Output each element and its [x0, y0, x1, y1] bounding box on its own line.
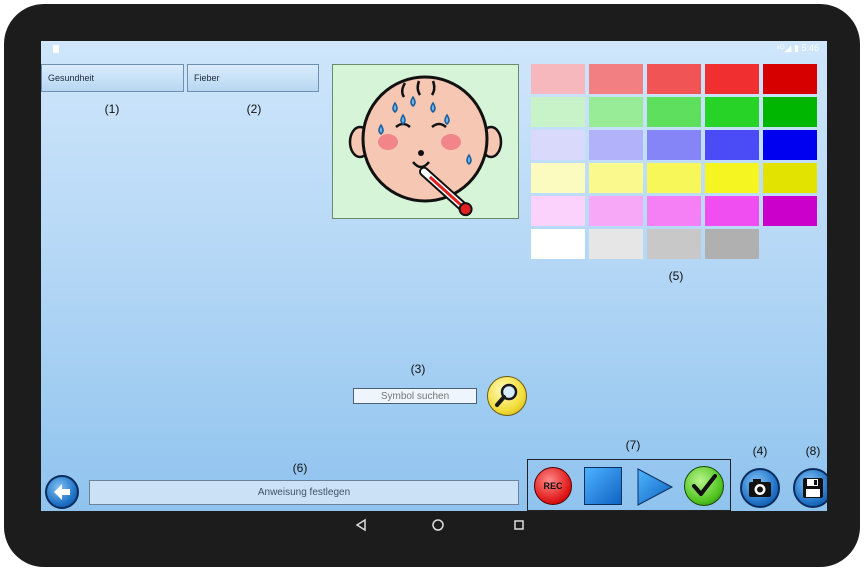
label-4: (4) [752, 444, 768, 458]
app-screen [41, 41, 827, 511]
color-swatch[interactable] [763, 163, 817, 193]
label-2: (2) [246, 102, 262, 116]
record-button[interactable] [534, 467, 572, 505]
back-arrow-icon [47, 477, 77, 507]
color-swatch[interactable] [531, 97, 585, 127]
magnifier-icon [488, 377, 526, 415]
symbol-preview[interactable] [332, 64, 519, 219]
save-button[interactable] [793, 468, 827, 508]
color-swatch[interactable] [589, 163, 643, 193]
label-6: (6) [292, 461, 308, 475]
color-swatch[interactable] [531, 130, 585, 160]
search-button[interactable] [487, 376, 527, 416]
checkmark-icon [685, 467, 723, 505]
color-swatch[interactable] [531, 229, 585, 259]
sim-card-icon [53, 45, 59, 53]
label-7: (7) [625, 438, 641, 452]
signal-icon: ⁴ᴳ◢ [776, 43, 792, 53]
color-swatch[interactable] [531, 163, 585, 193]
back-button[interactable] [45, 475, 79, 509]
color-swatch[interactable] [647, 97, 701, 127]
color-swatch[interactable] [647, 196, 701, 226]
battery-icon: ▮ [794, 43, 799, 53]
nav-back-icon[interactable] [357, 520, 365, 530]
color-swatch[interactable] [763, 130, 817, 160]
color-swatch[interactable] [763, 64, 817, 94]
color-swatch[interactable] [647, 163, 701, 193]
label-8: (8) [805, 444, 821, 458]
play-icon [634, 467, 674, 507]
record-label: REC [543, 481, 563, 491]
fever-face-symbol [333, 65, 518, 218]
name-field[interactable]: Fieber [187, 64, 319, 92]
color-swatch[interactable] [647, 64, 701, 94]
nav-recents-icon[interactable] [515, 521, 523, 529]
color-swatch[interactable] [763, 196, 817, 226]
instruction-field[interactable]: Anweisung festlegen [89, 480, 519, 505]
clock: 5:46 [801, 43, 819, 53]
color-swatch[interactable] [589, 229, 643, 259]
color-swatch[interactable] [647, 130, 701, 160]
color-swatch[interactable] [531, 196, 585, 226]
color-swatch[interactable] [589, 64, 643, 94]
status-bar [41, 41, 827, 59]
audio-controls [527, 459, 731, 511]
stop-button[interactable] [584, 467, 622, 505]
android-nav-bar [41, 511, 827, 541]
color-swatch[interactable] [705, 64, 759, 94]
symbol-search-input[interactable] [353, 388, 477, 404]
camera-icon [742, 470, 778, 506]
color-swatch[interactable] [705, 229, 759, 259]
color-swatch[interactable] [705, 163, 759, 193]
color-swatch[interactable] [589, 97, 643, 127]
camera-button[interactable] [740, 468, 780, 508]
color-swatch[interactable] [531, 64, 585, 94]
color-swatch[interactable] [589, 196, 643, 226]
color-swatch[interactable] [705, 97, 759, 127]
status-right [776, 43, 819, 54]
category-field[interactable]: Gesundheit [41, 64, 184, 92]
label-3: (3) [410, 362, 426, 376]
color-swatch[interactable] [647, 229, 701, 259]
label-1: (1) [104, 102, 120, 116]
color-swatch[interactable] [763, 97, 817, 127]
color-swatch[interactable] [705, 130, 759, 160]
color-swatch[interactable] [705, 196, 759, 226]
floppy-disk-icon [795, 470, 827, 506]
nav-home-icon[interactable] [433, 520, 443, 530]
confirm-button[interactable] [684, 466, 724, 506]
label-5: (5) [668, 269, 684, 283]
color-swatch[interactable] [589, 130, 643, 160]
play-button[interactable] [634, 467, 674, 507]
